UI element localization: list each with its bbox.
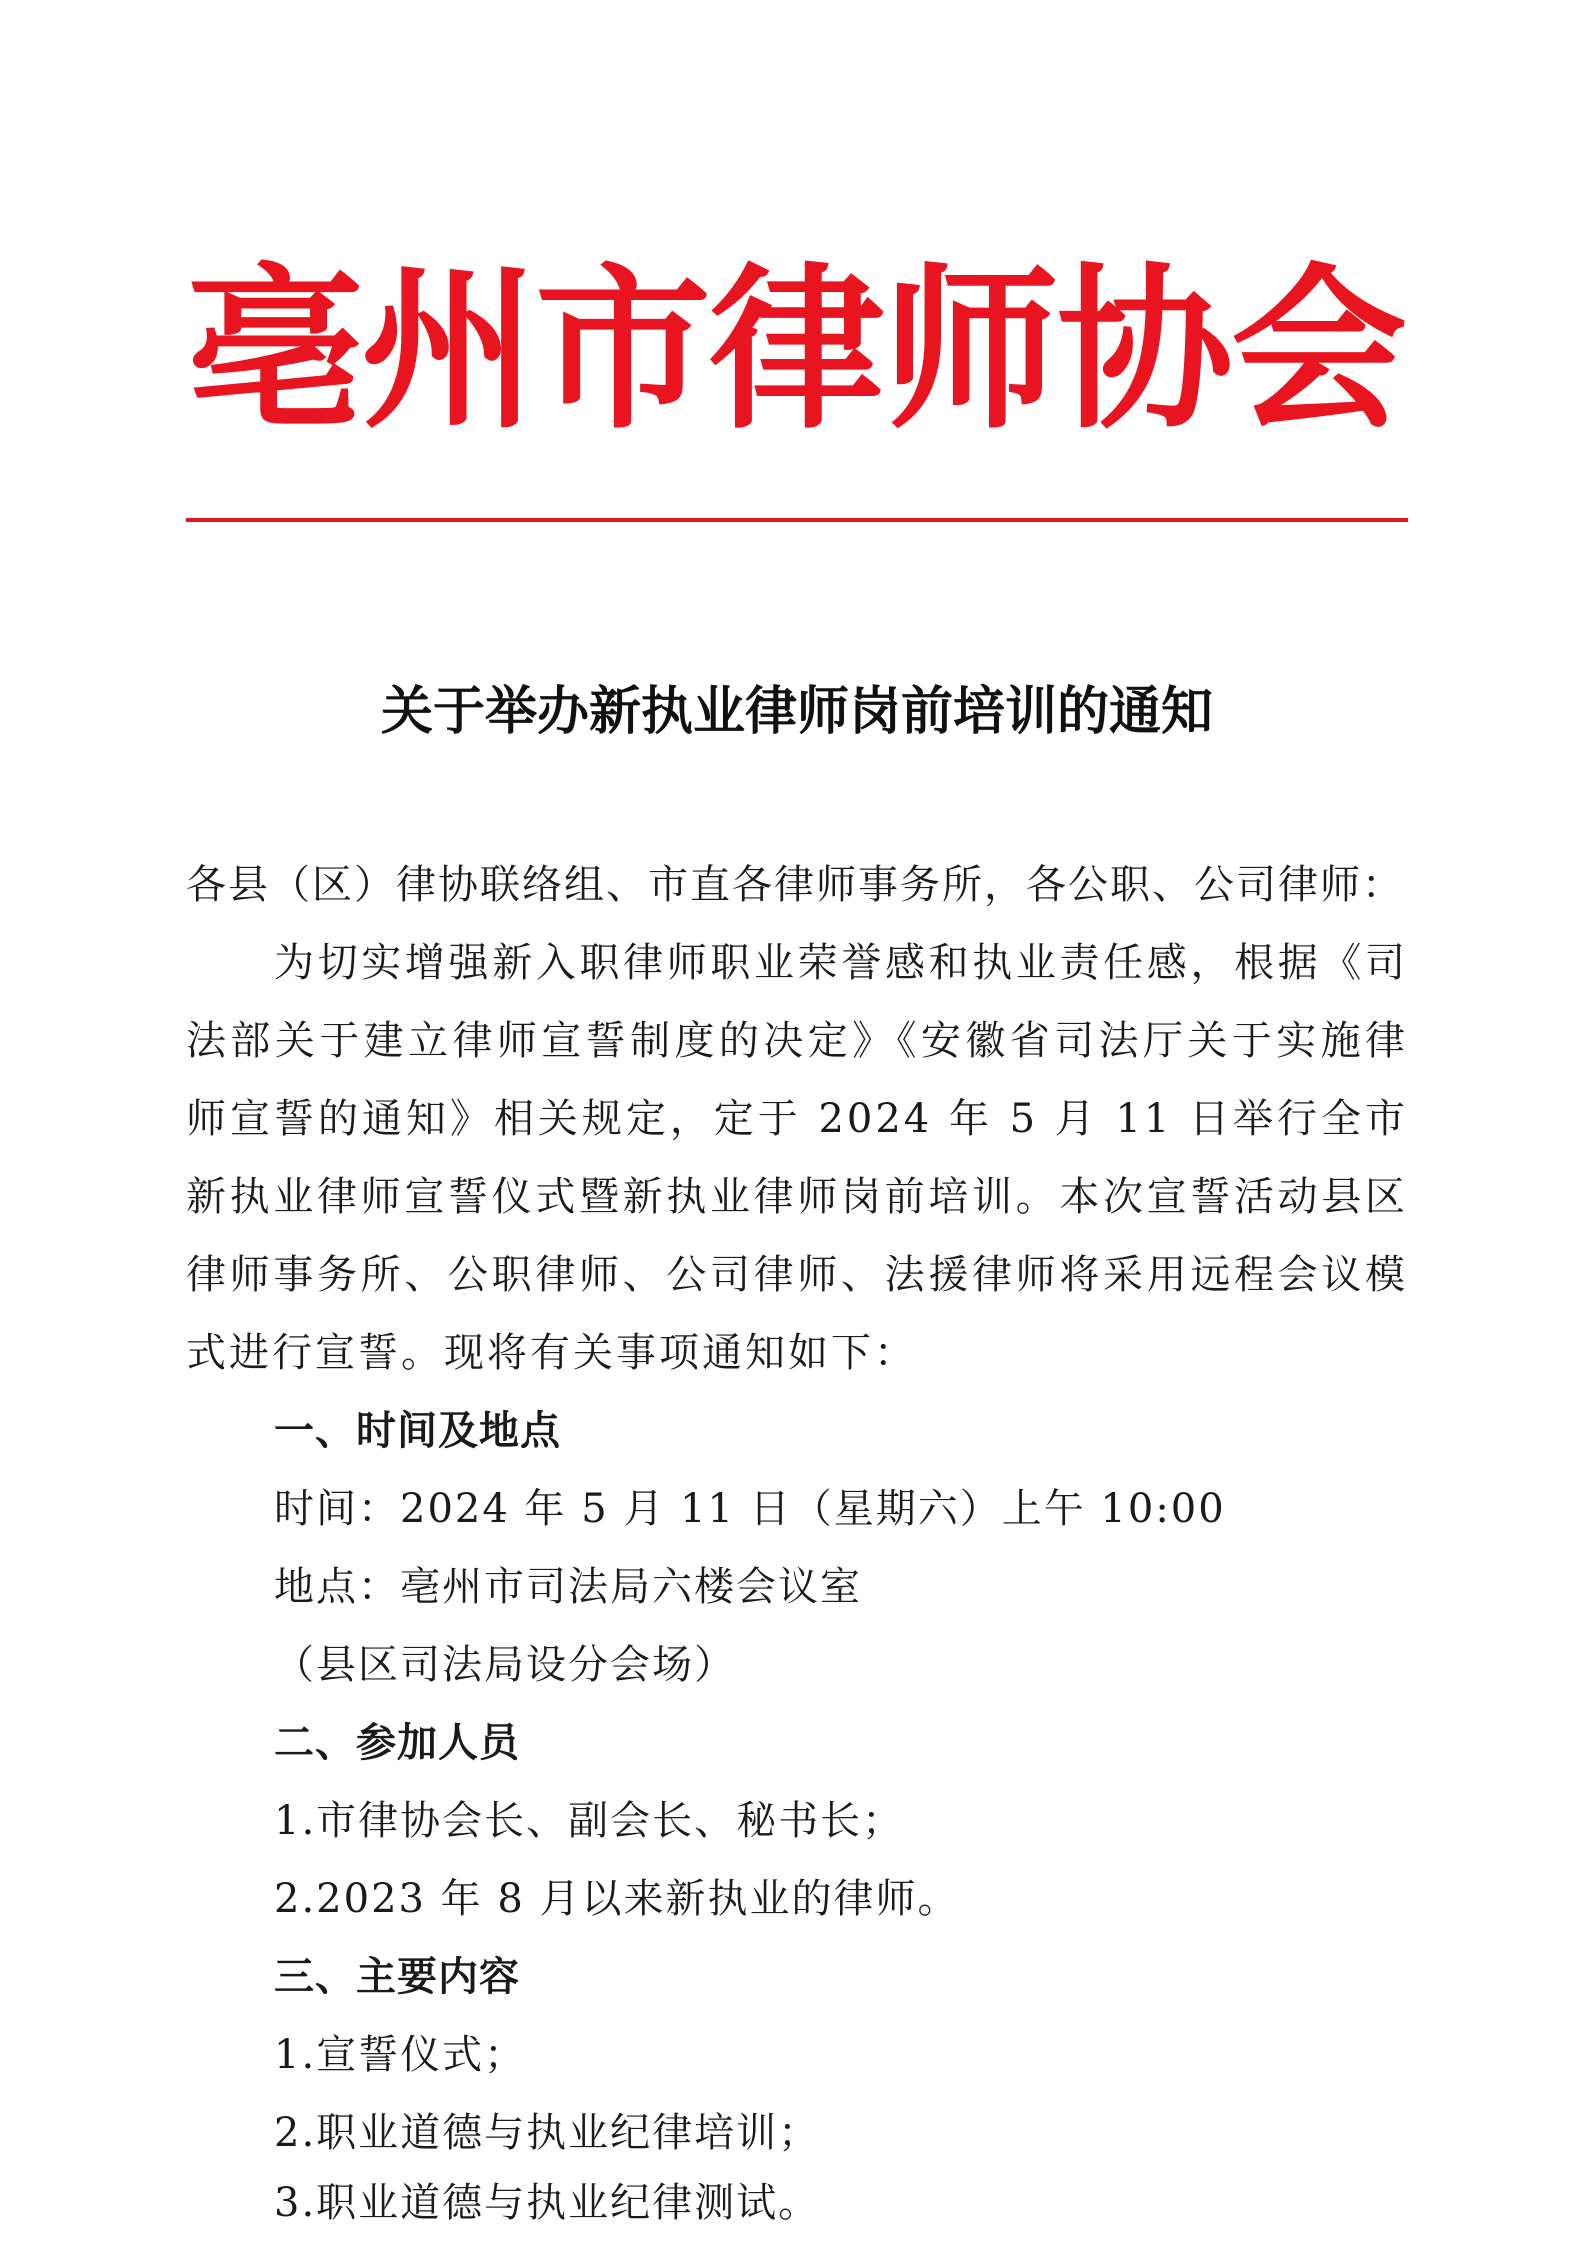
content-item: 2.职业道德与执业纪律培训； xyxy=(274,2110,821,2156)
event-place: 地点：亳州市司法局六楼会议室 xyxy=(274,1564,862,1610)
notice-intro-paragraph: 为切实增强新入职律师职业荣誉感和执业责任感，根据《司法部关于建立律师宣誓制度的决定》《安徽省司法厅关于实施律师宣誓的通知》相关规定，定于 2024 年 5 月 11 日举行全市新执业律师宣誓仪式暨新执业律师岗前培训。本次宣誓活动县区律师事务所、公职律师、公司律师、法援律师将采用远程会议模式进行宣誓。现将有关事项通知如下： xyxy=(186,940,1408,1376)
event-branch-venue: （县区司法局设分会场） xyxy=(274,1642,736,1688)
letterhead-red-rule xyxy=(186,518,1408,522)
event-time: 时间：2024 年 5 月 11 日（星期六）上午 10:00 xyxy=(274,1486,1226,1532)
content-item: 1.宣誓仪式； xyxy=(274,2032,527,2078)
participant-item: 2.2023 年 8 月以来新执业的律师。 xyxy=(274,1876,960,1922)
notice-salutation: 各县（区）律协联络组、市直各律师事务所，各公职、公司律师： xyxy=(186,862,1404,908)
letterhead-org-name: 亳州市律师协会 xyxy=(186,248,1405,453)
participant-item: 1.市律协会长、副会长、秘书长； xyxy=(274,1798,905,1844)
section-heading-time-place: 一、时间及地点 xyxy=(274,1408,561,1454)
notice-title: 关于举办新执业律师岗前培训的通知 xyxy=(380,681,1213,742)
section-heading-participants: 二、参加人员 xyxy=(274,1720,520,1766)
section-heading-content: 三、主要内容 xyxy=(274,1954,520,2000)
content-item: 3.职业道德与执业纪律测试。 xyxy=(274,2180,821,2226)
